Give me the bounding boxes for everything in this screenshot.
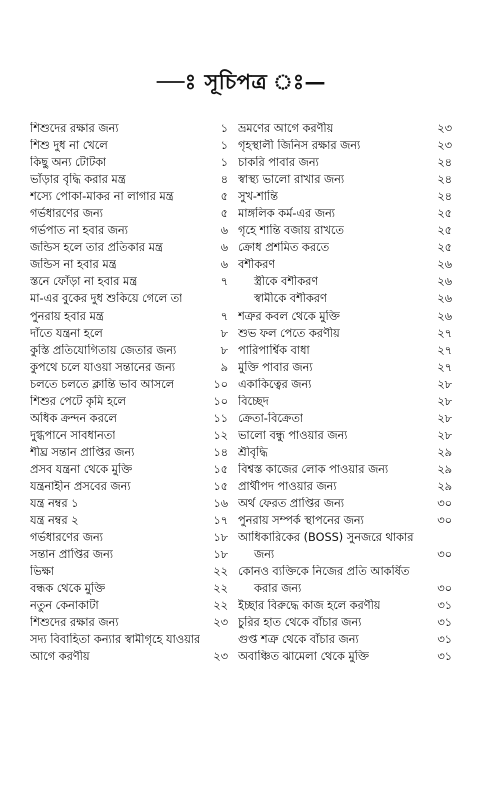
toc-entry [238, 327, 460, 341]
toc-page-number: ৭ [220, 275, 228, 289]
toc-page-number: ২৮ [437, 394, 452, 408]
toc-entry [238, 497, 460, 511]
toc-entry-title: ক্রেতা-বিক্রেতা [238, 411, 304, 425]
toc-page-number: ২৬ [437, 309, 452, 323]
toc-entry [30, 531, 232, 545]
toc-entry-title-continued: করার জন্য [254, 582, 302, 596]
toc-entry [238, 207, 460, 221]
toc-page-number: ২৪ [437, 173, 452, 187]
toc-entry-title: মুক্তি পাবার জন্য [238, 360, 313, 374]
toc-page-number: ১০ [213, 394, 228, 408]
toc-page-number: ৫ [220, 207, 228, 221]
toc-entry [238, 446, 460, 460]
toc-page-number: ৬ [220, 258, 228, 272]
toc-entry [30, 582, 232, 596]
toc-page-number: ১ [220, 122, 228, 135]
toc-entry [30, 139, 232, 153]
toc-entry-title: অধিক ক্রন্দন করলে [30, 411, 117, 425]
toc-entry-title: প্রসব যন্ত্রনা থেকে মুক্তি [30, 462, 133, 476]
toc-entry-title: বশীকরণ [238, 258, 276, 272]
toc-entry [238, 241, 460, 255]
toc-entry-title: মা-এর বুকের দুধ শুকিয়ে গেলে তা [30, 292, 183, 306]
toc-entry [30, 258, 232, 272]
toc-entry [30, 241, 232, 255]
toc-entry [238, 650, 460, 664]
toc-entry-title: একাকিত্বের জন্য [238, 377, 312, 391]
toc-entry [238, 633, 460, 647]
toc-page-number: ১২ [213, 428, 228, 442]
toc-entry [30, 650, 232, 664]
toc-entry [30, 463, 232, 477]
toc-entry [30, 548, 232, 562]
toc-entry [238, 412, 460, 426]
toc-page-number: ৭ [220, 309, 228, 323]
toc-page-number: ৬ [220, 241, 228, 255]
toc-entry [30, 497, 232, 511]
toc-entry [238, 156, 460, 170]
toc-entry [238, 531, 460, 562]
toc-entry-title-continued: জন্য [254, 548, 275, 562]
toc-entry-title: অর্থ ফেরত প্রাপ্তির জন্য [238, 497, 344, 511]
toc-entry-title: কুপথে চলে যাওয়া সন্তানের জন্য [30, 360, 176, 374]
toc-page-number: ২৮ [437, 411, 452, 425]
toc-entry-title: সুখ-শান্তি [238, 190, 278, 204]
toc-entry [30, 395, 232, 409]
toc-page-number: ২৭ [437, 326, 452, 340]
toc-page-number: ২৩ [213, 616, 228, 630]
toc-entry-title: শত্রুর কবল থেকে মুক্তি [238, 309, 340, 323]
toc-entry-title: গর্ভধারণের জন্য [30, 531, 103, 545]
toc-page-number: ১৫ [213, 462, 228, 476]
toc-entry-title: পারিপার্শ্বিক বাধা [238, 343, 310, 357]
toc-page-number: ২৪ [437, 156, 452, 170]
toc-entry-title: যন্ত্র নম্বর ১ [30, 497, 79, 511]
toc-entry [238, 514, 460, 528]
toc-entry [30, 292, 232, 306]
toc-entry-title: গৃহে শান্তি বজায় রাখতে [238, 224, 344, 238]
toc-entry-title: বিশ্বস্ত কাজের লোক পাওয়ার জন্য [238, 462, 389, 476]
toc-entry-title: পুনরায় হবার মন্ত্র [30, 309, 104, 323]
toc-entry-title: ভাঁড়ার বৃদ্ধি করার মন্ত্র [30, 173, 126, 187]
toc-page-number: ২২ [213, 599, 228, 613]
toc-entry [30, 122, 232, 136]
toc-entry [238, 616, 460, 630]
toc-entry-title: অবাঞ্চিত ঝামেলা থেকে মুক্তি [238, 650, 369, 664]
toc-page-number: ১৮ [213, 548, 228, 562]
toc-page-number: ২৩ [213, 650, 228, 664]
toc-entry-title: দুগ্ধপানে সাবধানতা [30, 428, 116, 442]
toc-entry [238, 480, 460, 494]
toc-page-number: ২৫ [437, 224, 452, 238]
toc-entry-title: ইচ্ছার বিরুদ্ধে কাজ হলে করণীয় [238, 599, 381, 613]
toc-entry [30, 565, 232, 579]
toc-entry [238, 310, 460, 324]
toc-entry [30, 156, 232, 170]
toc-entry-title: ভালো বন্ধু পাওয়ার জন্য [238, 428, 348, 442]
toc-page-number: ২২ [213, 565, 228, 579]
toc-page-number: ১ [220, 156, 228, 170]
toc-page-number: ৩০ [437, 582, 452, 596]
toc-entry-title: স্বাস্থ্য ভালো রাখার জন্য [238, 173, 345, 187]
toc-page-number: ১৫ [213, 479, 228, 493]
toc-entry-title: ক্রোধ প্রশমিত করতে [238, 241, 330, 255]
toc-entry-title: সন্তান প্রাপ্তির জন্য [30, 548, 114, 562]
toc-entry-title: ভ্রমণের আগে করণীয় [238, 122, 334, 135]
toc-entry [30, 412, 232, 426]
toc-entry [30, 361, 232, 375]
toc-entry [238, 292, 460, 306]
toc-page-number: ২৪ [437, 190, 452, 204]
toc-entry [238, 122, 460, 136]
toc-page-number: ৬ [220, 224, 228, 238]
toc-right-column [238, 122, 460, 668]
toc-entry [30, 344, 232, 358]
toc-page-number: ১৬ [213, 497, 228, 511]
toc-entry [30, 429, 232, 443]
toc-entry-title: কুস্তি প্রতিযোগিতায় জেতার জন্য [30, 343, 177, 357]
toc-entry [238, 173, 460, 187]
toc-entry-title: নতুন কেনাকাটা [30, 599, 99, 613]
toc-page-number: ২৩ [437, 139, 452, 153]
toc-entry [30, 173, 232, 187]
toc-page-number: ৮ [220, 326, 228, 340]
toc-entry-title: আধিকারিকের (BOSS) সুনজরে থাকার [238, 531, 414, 545]
toc-entry [238, 139, 460, 153]
toc-page-number: ১৪ [213, 445, 228, 459]
toc-page-number: ২৯ [437, 479, 452, 493]
toc-entry-title: শ্রীবৃদ্ধি [238, 445, 268, 459]
toc-entry-title: চাকরি পাবার জন্য [238, 156, 319, 170]
toc-entry [30, 327, 232, 341]
toc-page-number: ২৬ [437, 258, 452, 272]
toc-entry [238, 378, 460, 392]
toc-page-number: ২৬ [437, 292, 452, 306]
toc-page-number: ৩১ [437, 616, 452, 630]
toc-entry-title: যন্ত্র নম্বর ২ [30, 514, 79, 528]
toc-page-number: ২৬ [437, 275, 452, 289]
toc-entry-title: পুনরায় সম্পর্ক স্থাপনের জন্য [238, 514, 364, 528]
toc-entry-title: গুপ্ত শত্রু থেকে বাঁচার জন্য [238, 633, 359, 647]
toc-entry-title: স্ত্রীকে বশীকরণ [254, 275, 319, 289]
toc-entry [30, 599, 232, 613]
toc-page-number: ১৭ [213, 514, 228, 528]
toc-entry [238, 565, 460, 596]
toc-entry-title: দাঁতে যন্ত্রনা হলে [30, 326, 103, 340]
toc-page-number: ৫ [220, 190, 228, 204]
toc-entry [238, 395, 460, 409]
toc-entry [238, 344, 460, 358]
toc-page-number: ২৯ [437, 462, 452, 476]
toc-entry-title: গর্ভধারণের জন্য [30, 207, 103, 221]
toc-entry-title: শুভ ফল পেতে করণীয় [238, 326, 340, 340]
toc-entry-title: বন্ধক থেকে মুক্তি [30, 582, 106, 596]
toc-entry-title: শিশু দুধ না খেলে [30, 139, 108, 153]
toc-page-number: ১০ [213, 377, 228, 391]
toc-entry [30, 207, 232, 221]
toc-page-number: ৩০ [437, 514, 452, 528]
toc-entry [238, 190, 460, 204]
toc-entry-title: শস্যে পোকা-মাকর না লাগার মন্ত্র [30, 190, 174, 204]
toc-entry-title: জন্ডিস না হবার মন্ত্র [30, 258, 117, 272]
toc-entry-title: চুরির হাত থেকে বাঁচার জন্য [238, 616, 362, 630]
toc-page-number: ২৮ [437, 377, 452, 391]
toc-page-number: ২৭ [437, 360, 452, 374]
toc-entry-title: চলতে চলতে ক্লান্তি ভাব আসলে [30, 377, 175, 391]
toc-entry-title: জন্ডিস হলে তার প্রতিকার মন্ত্র [30, 241, 163, 255]
toc-page-number: ২৫ [437, 207, 452, 221]
toc-entry [238, 429, 460, 443]
toc-entry [30, 633, 232, 647]
toc-page-number: ৮ [220, 343, 228, 357]
toc-entry [238, 224, 460, 238]
toc-entry-title: গৃহস্থালী জিনিস রক্ষার জন্য [238, 139, 361, 153]
page-title: —ঃ সূচিপত্র ঃ— [156, 69, 327, 94]
toc-entry-title: শিশুদের রক্ষার জন্য [30, 616, 119, 630]
toc-page-number: ২৯ [437, 445, 452, 459]
toc-entry [30, 616, 232, 630]
toc-entry [30, 446, 232, 460]
toc-page-number: ৯ [220, 360, 228, 374]
toc-page-number: ২৭ [437, 343, 452, 357]
toc-entry-title: আগে করণীয় [30, 650, 90, 664]
toc-entry-title: শীঘ্র সন্তান প্রাপ্তির জন্য [30, 445, 135, 459]
toc-page-number: ৩১ [437, 599, 452, 613]
toc-entry-title: স্বামীকে বশীকরণ [254, 292, 327, 306]
toc-page-number: ১৮ [213, 531, 228, 545]
toc-entry [238, 599, 460, 613]
toc-page-number: ৩১ [437, 650, 452, 664]
toc-entry-title: প্রার্থীপদ পাওয়ার জন্য [238, 479, 337, 493]
toc-page-number: ৩০ [437, 497, 452, 511]
toc-entry [30, 190, 232, 204]
toc-left-column [30, 122, 232, 668]
toc-entry [30, 310, 232, 324]
toc-entry-title: শিশুর পেটে কৃমি হলে [30, 394, 126, 408]
toc-page-number: ২২ [213, 582, 228, 596]
toc-page-number: ১১ [213, 411, 228, 425]
toc-entry-title: কিছু অন্য টোটকা [30, 156, 107, 170]
toc-entry-title: শিশুদের রক্ষার জন্য [30, 122, 119, 135]
toc-entry-title: স্তনে ফোঁড়া না হবার মন্ত্র [30, 275, 138, 289]
toc-entry [30, 480, 232, 494]
toc-entry-title: বিচ্ছেদ [238, 394, 269, 408]
toc-entry [238, 463, 460, 477]
toc-page-number: ৪ [220, 173, 228, 187]
toc-entry [30, 514, 232, 528]
toc-entry-title: মাঙ্গলিক কর্ম-এর জন্য [238, 207, 335, 221]
toc-page-number: ২৩ [437, 122, 452, 135]
toc-entry-title: সদ্য বিবাহিতা কন্যার স্বামীগৃহে যাওয়ার [30, 633, 201, 647]
toc-entry [30, 224, 232, 238]
toc-entry-title: ভিক্ষা [30, 565, 55, 579]
toc-entry-title: গর্ভপাত না হবার জন্য [30, 224, 128, 238]
toc-entry [30, 275, 232, 289]
toc-entry [30, 378, 232, 392]
toc-entry-title: যন্ত্রনাহীন প্রসবের জন্য [30, 479, 131, 493]
toc-page-number: ২৮ [437, 428, 452, 442]
toc-page-number: ১ [220, 139, 228, 153]
toc-page-number: ৩১ [437, 633, 452, 647]
toc-entry [238, 275, 460, 289]
toc-entry [238, 258, 460, 272]
toc-page-number: ৩০ [437, 548, 452, 562]
toc-entry-title: কোনও ব্যক্তিকে নিজের প্রতি আকর্ষিত [238, 565, 410, 579]
toc-page-number: ২৫ [437, 241, 452, 255]
toc-entry [238, 361, 460, 375]
